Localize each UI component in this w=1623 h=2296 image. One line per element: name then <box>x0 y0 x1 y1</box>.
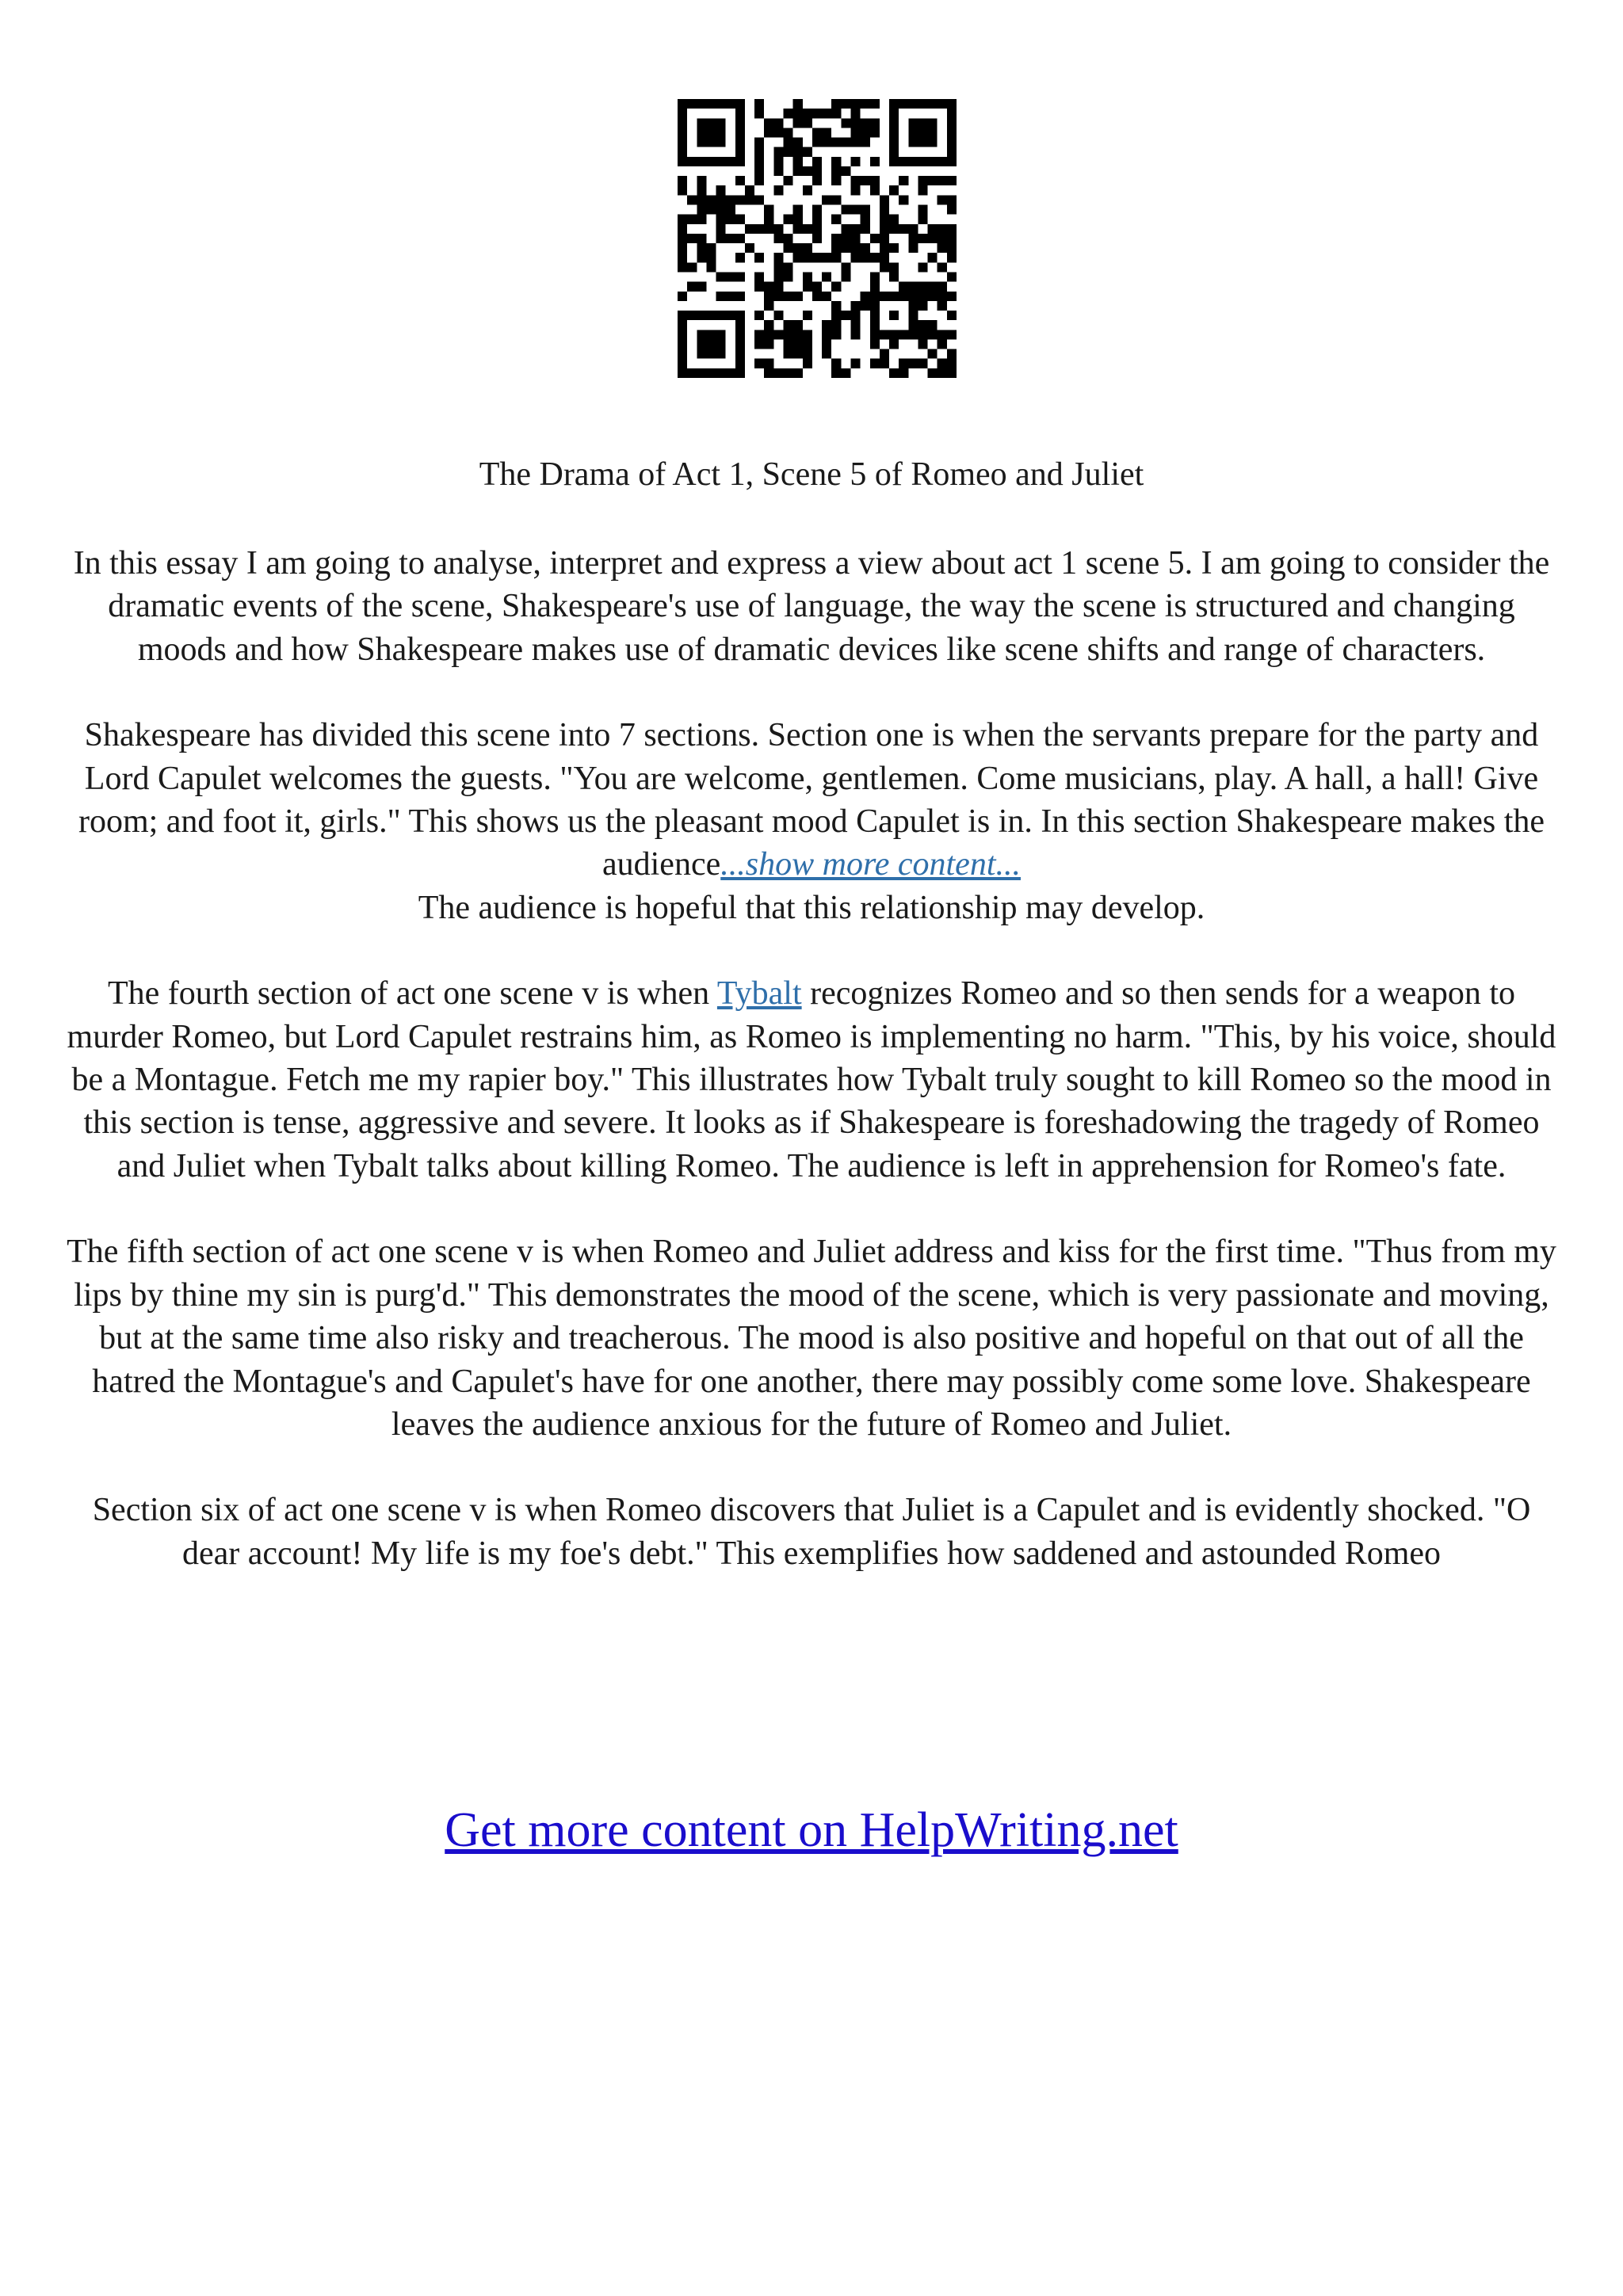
paragraph-intro: In this essay I am going to analyse, interpret and express a view about act 1 scene 5. I am going to consider the dramatic events of the scene, Shakespeare's use of language, the way the scene is structured and changing moods and how Shakespeare makes use of dramatic devices like scene shifts and range of characters. <box>73 545 1550 668</box>
essay-body <box>62 542 1561 1575</box>
paragraph-fourth-section <box>62 972 1561 1188</box>
paragraph-sections <box>62 714 1561 929</box>
paragraph-sections-text: Shakespeare has divided this scene into 7 sections. Section one is when the servants prepare for the party and Lord Capulet welcomes the guests. "You are welcome, gentlemen. Come musicians, play. A hall, a hall! Give room; and foot it, girls." This shows us the pleasant mood Capulet is in. In this section Shakespeare makes the audience <box>78 717 1545 883</box>
page-title: The Drama of Act 1, Scene 5 of Romeo and Juliet <box>479 456 1144 493</box>
paragraph-fourth-before: The fourth section of act one scene v is when <box>107 975 717 1013</box>
get-more-content-link[interactable]: Get more content on HelpWriting.net <box>445 1803 1178 1857</box>
cta-container <box>0 1800 1623 1860</box>
paragraph-sixth-section: Section six of act one scene v is when Romeo discovers that Juliet is a Capulet and is evidently shocked. "O dear account! My life is my foe's debt." This exemplifies how saddened and astounded Romeo <box>92 1492 1531 1572</box>
qr-code-icon <box>678 99 957 378</box>
tybalt-link[interactable]: Tybalt <box>716 975 802 1013</box>
paragraph-fifth-section: The fifth section of act one scene v is when Romeo and Juliet address and kiss for the first time. "Thus from my lips by thine my sin is purg'd." This demonstrates the mood of the scene, which is very passionate and moving, but at the same time also risky and treacherous. The mood is also positive and hopeful on that out of all the hatred the Montague's and Capulet's have for one another, there may possibly come some love. Shakespeare leaves the audience anxious for the future of Romeo and Juliet. <box>67 1234 1556 1443</box>
show-more-link[interactable]: ...show more content... <box>720 846 1021 883</box>
paragraph-fourth-after: recognizes Romeo and so then sends for a weapon to murder Romeo, but Lord Capulet restrains him, as Romeo is implementing no harm. "This, by his voice, should be a Montague. Fetch me my rapier boy." This illustrates how Tybalt truly sought to kill Romeo so the mood in this section is tense, aggressive and severe. It looks as if Shakespeare is foreshadowing the tragedy of Romeo and Juliet when Tybalt talks about killing Romeo. The audience is left in apprehension for Romeo's fate. <box>67 975 1556 1184</box>
paragraph-sections-after: The audience is hopeful that this relationship may develop. <box>418 889 1205 926</box>
